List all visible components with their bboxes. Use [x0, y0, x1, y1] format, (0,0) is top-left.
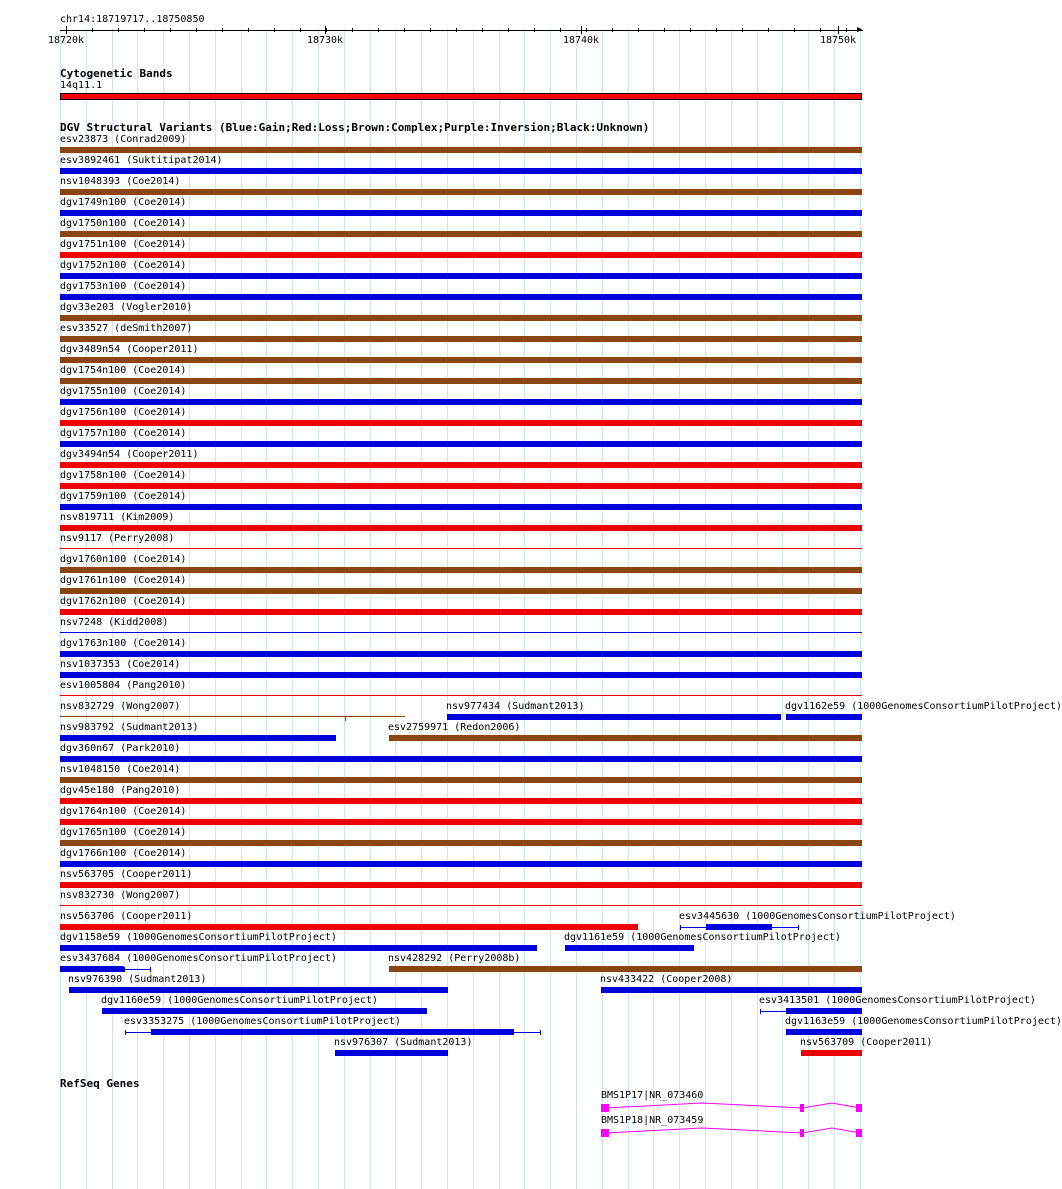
- variant-label: dgv3489n54 (Cooper2011): [60, 344, 199, 355]
- cytoband-track-title: Cytogenetic Bands: [60, 67, 173, 80]
- variant-label: esv2759971 (Redon2006): [388, 722, 521, 733]
- variant-label: nsv983792 (Sudmant2013): [60, 722, 199, 733]
- gene-intron-line: [605, 1103, 860, 1108]
- variant-label: dgv1750n100 (Coe2014): [60, 218, 187, 229]
- variant-label: dgv1158e59 (1000GenomesConsortiumPilotProject): [60, 932, 337, 943]
- variant-label: nsv832729 (Wong2007): [60, 701, 181, 712]
- variant-label: dgv1763n100 (Coe2014): [60, 638, 187, 649]
- variant-label: nsv563709 (Cooper2011): [800, 1037, 933, 1048]
- ruler-arrow-icon: ▶: [857, 25, 863, 35]
- gene-label: BMS1P17|NR_073460: [601, 1090, 704, 1101]
- variant-label: esv3413501 (1000GenomesConsortiumPilotProject): [759, 995, 1036, 1006]
- variant-label: nsv1048150 (Coe2014): [60, 764, 181, 775]
- variant-label: dgv45e180 (Pang2010): [60, 785, 181, 796]
- variant-label: dgv1755n100 (Coe2014): [60, 386, 187, 397]
- variant-label: esv1005804 (Pang2010): [60, 680, 187, 691]
- variant-label: nsv819711 (Kim2009): [60, 512, 175, 523]
- gene-model[interactable]: [601, 1103, 862, 1112]
- variant-label: dgv1757n100 (Coe2014): [60, 428, 187, 439]
- variant-label: dgv1162e59 (1000GenomesConsortiumPilotProject): [785, 701, 1062, 712]
- ruler-tick-label: 18730k: [306, 35, 344, 46]
- gene-exon: [856, 1129, 862, 1137]
- gene-exon: [856, 1104, 862, 1112]
- variant-label: dgv1765n100 (Coe2014): [60, 827, 187, 838]
- variant-label: nsv7248 (Kidd2008): [60, 617, 169, 628]
- variant-label: dgv360n67 (Park2010): [60, 743, 181, 754]
- variant-label: nsv976390 (Sudmant2013): [68, 974, 207, 985]
- variant-label: nsv563705 (Cooper2011): [60, 869, 193, 880]
- variant-label: dgv1163e59 (1000GenomesConsortiumPilotProject): [785, 1016, 1062, 1027]
- variant-label: dgv1161e59 (1000GenomesConsortiumPilotProject): [564, 932, 841, 943]
- variant-label: dgv1749n100 (Coe2014): [60, 197, 187, 208]
- variant-label: dgv1751n100 (Coe2014): [60, 239, 187, 250]
- gene-model[interactable]: [601, 1128, 862, 1137]
- variant-label: nsv563706 (Cooper2011): [60, 911, 193, 922]
- variant-label: dgv1759n100 (Coe2014): [60, 491, 187, 502]
- gene-exon: [800, 1129, 804, 1137]
- variant-label: esv3892461 (Suktitipat2014): [60, 155, 223, 166]
- variant-label: dgv1756n100 (Coe2014): [60, 407, 187, 418]
- dgv-track-title: DGV Structural Variants (Blue:Gain;Red:Loss;Brown:Complex;Purple:Inversion;Black:Unknown): [60, 121, 650, 134]
- variant-label: dgv1754n100 (Coe2014): [60, 365, 187, 376]
- variant-label: dgv1766n100 (Coe2014): [60, 848, 187, 859]
- gene-exon: [800, 1104, 804, 1112]
- variant-label: nsv976307 (Sudmant2013): [334, 1037, 473, 1048]
- location-label: chr14:18719717..18750850: [60, 14, 205, 25]
- variant-label: esv3445630 (1000GenomesConsortiumPilotProject): [679, 911, 956, 922]
- ruler-tick-label: 18720k: [47, 35, 85, 46]
- gene-exon: [601, 1104, 609, 1112]
- variant-label: esv33527 (deSmith2007): [60, 323, 193, 334]
- variant-label: esv3353275 (1000GenomesConsortiumPilotProject): [124, 1016, 401, 1027]
- variant-label: nsv1037353 (Coe2014): [60, 659, 181, 670]
- variant-label: nsv977434 (Sudmant2013): [446, 701, 585, 712]
- variant-label: esv23873 (Conrad2009): [60, 134, 187, 145]
- ruler-tick-label: 18750k: [819, 35, 857, 46]
- gene-exon: [601, 1129, 609, 1137]
- variant-label: nsv9117 (Perry2008): [60, 533, 175, 544]
- variant-label: nsv428292 (Perry2008b): [388, 953, 521, 964]
- variant-label: nsv1048393 (Coe2014): [60, 176, 181, 187]
- gene-label: BMS1P18|NR_073459: [601, 1115, 704, 1126]
- variant-label: dgv1760n100 (Coe2014): [60, 554, 187, 565]
- variant-label: dgv1752n100 (Coe2014): [60, 260, 187, 271]
- gene-intron-line: [605, 1128, 860, 1133]
- variant-label: dgv33e203 (Vogler2010): [60, 302, 193, 313]
- variant-label: dgv1160e59 (1000GenomesConsortiumPilotProject): [101, 995, 378, 1006]
- variant-label: dgv1761n100 (Coe2014): [60, 575, 187, 586]
- refseq-track-title: RefSeq Genes: [60, 1077, 140, 1090]
- variant-label: esv3437684 (1000GenomesConsortiumPilotProject): [60, 953, 337, 964]
- variant-label: dgv1758n100 (Coe2014): [60, 470, 187, 481]
- variant-label: dgv1764n100 (Coe2014): [60, 806, 187, 817]
- ruler-tick-label: 18740k: [562, 35, 600, 46]
- variant-label: dgv1762n100 (Coe2014): [60, 596, 187, 607]
- variant-label: nsv433422 (Cooper2008): [600, 974, 733, 985]
- variant-label: dgv3494n54 (Cooper2011): [60, 449, 199, 460]
- variant-label: nsv832730 (Wong2007): [60, 890, 181, 901]
- cytoband-label: 14q11.1: [60, 80, 103, 91]
- variant-label: dgv1753n100 (Coe2014): [60, 281, 187, 292]
